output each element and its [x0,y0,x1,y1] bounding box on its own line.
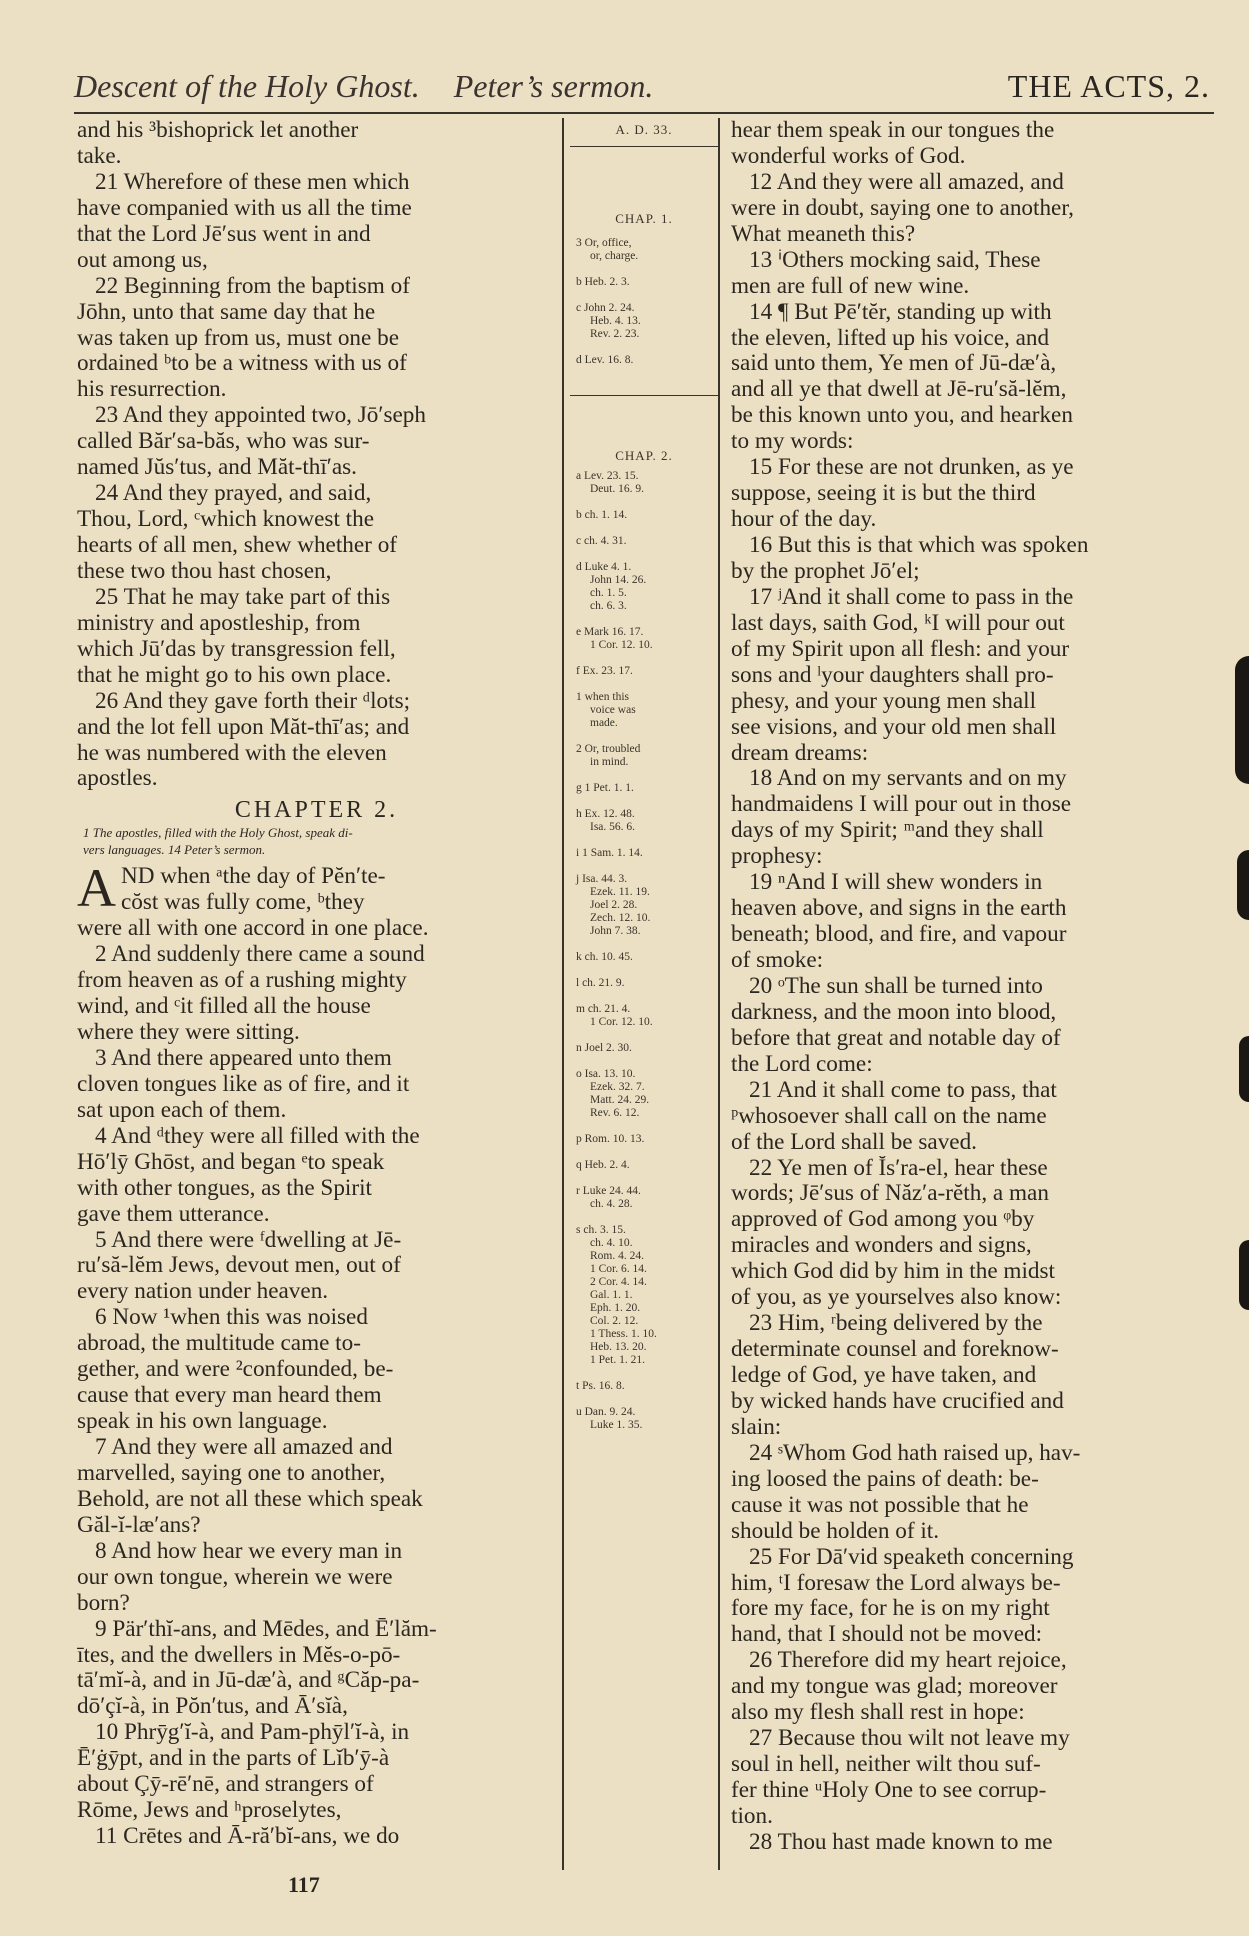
chapter-2-text [77,858,556,1850]
text-line: marvelled, saying one to another, [77,1460,386,1486]
chapter-summary-line: vers languages. 14 Peter’s sermon. [83,842,266,858]
text-line: ᵖwhosoever shall call on the name [731,1103,1047,1129]
margin-reference-line: ch. 1. 5. [590,587,627,599]
text-line: words; Jē′sus of Năz′a-rĕth, a man [731,1181,1049,1207]
margin-reference-line: 1 Pet. 1. 21. [590,1354,645,1366]
text-line: 15 For these are not drunken, as ye [749,455,1074,481]
margin-reference [570,535,718,548]
margin-reference [570,1224,718,1367]
margin-reference [570,1068,718,1120]
text-line: sat upon each of them. [77,1097,287,1123]
text-line: see visions, and your old men shall [731,714,1057,740]
text-line: 24 And they prayed, and said, [95,481,372,507]
margin-reference-line: Rev. 6. 12. [590,1107,640,1119]
margin-reference-line: 1 Cor. 12. 10. [590,639,653,651]
text-line: 23 Him, ʳbeing delivered by the [749,1311,1043,1337]
text-line: he was numbered with the eleven [77,740,387,766]
margin-reference-line: 2 Cor. 4. 14. [590,1276,647,1288]
text-line: Ē′ġȳpt, and in the parts of Lĭb′ȳ-à [77,1746,390,1772]
text-line: apostles. [77,766,158,792]
text-line: Hō′lȳ Ghōst, and began ᵉto speak [77,1149,385,1175]
margin-reference-line: Luke 1. 35. [590,1419,643,1431]
margin-reference-line: 1 when this [576,691,630,703]
margin-reference [570,743,718,769]
text-line: the Lord come: [731,1051,873,1077]
text-line: ru′să-lĕm Jews, devout men, out of [77,1253,401,1279]
text-line: 21 Wherefore of these men which [95,169,410,195]
chapter-summary [77,824,556,858]
text-line: handmaidens I will pour out in those [731,792,1072,818]
margin-reference-line: voice was [590,704,636,716]
text-line: last days, saith God, ᵏI will pour out [731,610,1065,636]
margin-year: A. D. 33. [615,122,673,137]
text-line: darkness, and the moon into blood, [731,999,1057,1025]
text-line: and his ³bishoprick let another [77,118,359,143]
drop-cap-rest: ND when ᵃthe day of Pĕn′te- [121,863,386,890]
text-line: hear them speak in our tongues the [731,118,1055,143]
text-line: days of my Spirit; ᵐand they shall [731,818,1044,844]
margin-reference [570,1406,718,1432]
margin-chap2-refs [570,470,718,1432]
column-rule-left [562,118,564,1870]
text-line: 20 ᵒThe sun shall be turned into [749,973,1043,999]
margin-reference-line: j Isa. 44. 3. [576,873,628,885]
margin-reference [570,691,718,730]
text-line: wind, and ᶜit filled all the house [77,994,371,1020]
text-line: also my flesh shall rest in hope: [731,1700,1025,1726]
text-line: which God did by him in the midst [731,1259,1055,1285]
margin-reference-line: ch. 4. 10. [590,1237,633,1249]
margin-reference-line: d Luke 4. 1. [576,561,632,573]
text-line: said unto them, Ye men of Jū-dæ′à, [731,351,1057,377]
margin-reference-line: in mind. [590,756,629,768]
text-line: out among us, [77,247,208,273]
margin-reference-line: e Mark 16. 17. [576,626,644,638]
text-line: 17 ʲAnd it shall come to pass in the [749,584,1074,610]
text-line: determinate counsel and foreknow- [731,1337,1059,1363]
margin-reference-line: Deut. 16. 9. [590,483,644,495]
text-line: beneath; blood, and fire, and vapour [731,922,1067,948]
text-line: 9 Pär′thĭ-ans, and Mēdes, and Ē′lăm- [95,1616,437,1642]
margin-reference [570,977,718,990]
text-line: gave them utterance. [77,1201,270,1227]
text-line: cause that every man heard them [77,1383,382,1409]
margin-reference-line: Rev. 2. 23. [590,328,640,340]
page-number: 117 [288,1872,320,1897]
margin-reference-line: Ezek. 11. 19. [590,886,650,898]
margin-reference-line: q Heb. 2. 4. [576,1159,630,1171]
text-line: 13 ⁱOthers mocking said, These [749,247,1041,273]
margin-reference-line: i 1 Sam. 1. 14. [576,847,643,859]
text-line: What meaneth this? [731,221,916,247]
margin-reference [570,509,718,522]
margin-reference-line: t Ps. 16. 8. [576,1380,625,1392]
text-line: tā′mĭ-à, and in Jū-dæ′à, and ᵍCăp-pa- [77,1668,420,1694]
text-line: hearts of all men, shew whether of [77,533,398,558]
text-line: were in doubt, saying one to another, [731,195,1074,221]
text-line: 14 ¶ But Pē′tĕr, standing up with [749,299,1052,325]
text-line: called Băr′sa-băs, who was sur- [77,429,370,455]
text-line: 5 And there were ᶠdwelling at Jē- [95,1227,402,1253]
margin-reference-line: c ch. 4. 31. [576,535,627,547]
text-line: heaven above, and signs in the earth [731,896,1067,922]
margin-reference [570,951,718,964]
margin-reference-line: m ch. 21. 4. [576,1003,631,1015]
text-line: miracles and wonders and signs, [731,1233,1032,1259]
text-line: hour of the day. [731,507,877,533]
text-line: should be holden of it. [731,1518,940,1544]
margin-chap1-label: CHAP. 1. [615,211,673,226]
text-line: 22 Beginning from the baptism of [95,273,410,299]
margin-reference-line: made. [590,717,618,729]
text-line: that the Lord Jē′sus went in and [77,221,371,247]
text-line: 27 Because thou wilt not leave my [749,1726,1070,1752]
margin-reference-line: Rom. 4. 24. [590,1250,644,1262]
text-line: cause it was not possible that he [731,1492,1029,1518]
margin-reference [570,665,718,678]
running-title-descent: Descent of the Holy Ghost. [74,68,420,104]
text-line: sons and ˡyour daughters shall pro- [731,662,1054,688]
text-line: be this known unto you, and hearken [731,403,1073,429]
text-line: 28 Thou hast made known to me [749,1829,1053,1855]
margin-reference [570,470,718,496]
chapter-summary-line: 1 The apostles, filled with the Holy Ghost, speak di- [83,825,353,841]
margin-reference-line: u Dan. 9. 24. [576,1406,636,1418]
margin-reference [570,1133,718,1146]
margin-reference [570,302,718,341]
margin-reference [570,847,718,860]
margin-reference-line: Isa. 56. 6. [590,821,636,833]
text-line: 19 ⁿAnd I will shew wonders in [749,870,1043,896]
margin-reference-line: Heb. 13. 20. [590,1341,647,1353]
margin-reference-line: a Lev. 23. 15. [576,470,639,482]
text-line: suppose, seeing it is but the third [731,481,1036,507]
margin-reference [570,1185,718,1211]
text-line: and my tongue was glad; moreover [731,1674,1058,1700]
margin-reference-line: Joel 2. 28. [590,899,638,911]
margin-reference-line: John 14. 26. [590,574,647,586]
margin-reference [570,561,718,613]
margin-reference [570,354,718,367]
text-line: tion. [731,1803,773,1829]
text-line: 25 That he may take part of this [95,584,391,610]
margin-reference [570,873,718,938]
text-line: 16 But this is that which was spoken [749,533,1089,558]
margin-reference-line: k ch. 10. 45. [576,951,633,963]
margin-reference-line: Zech. 12. 10. [590,912,651,924]
text-line: 7 And they were all amazed and [95,1435,393,1460]
text-line: 21 And it shall come to pass, that [749,1077,1057,1103]
margin-reference-line: ch. 4. 28. [590,1198,633,1210]
margin-reference-line: d Lev. 16. 8. [576,354,634,366]
drop-cap: A [77,858,116,919]
text-line: every nation under heaven. [77,1279,329,1305]
text-line: dream dreams: [731,740,869,766]
thumb-index-tab [1239,1240,1249,1310]
margin-reference-line: Eph. 1. 20. [590,1302,641,1314]
text-line: these two thou hast chosen, [77,558,332,584]
text-line: fer thine ᵘHoly One to see corrup- [731,1778,1047,1803]
text-line: ministry and apostleship, from [77,610,361,636]
thumb-index-tab [1239,1036,1249,1102]
text-line: born? [77,1590,130,1616]
margin-reference-line: 1 Cor. 6. 14. [590,1263,647,1275]
text-line: to my words: [731,429,854,455]
thumb-index-tab [1235,656,1249,784]
margin-reference [570,782,718,795]
text-line: his resurrection. [77,377,227,403]
text-line: 26 And they gave forth their ᵈlots; [95,688,411,714]
text-line: Thou, Lord, ᶜwhich knowest the [77,507,375,533]
text-line: have companied with us all the time [77,195,412,221]
text-line: dō′çĭ-à, in Pŏn′tus, and Ā′sĭà, [77,1694,348,1720]
text-line: hand, that I should not be moved: [731,1622,1043,1648]
text-line: 26 Therefore did my heart rejoice, [749,1648,1067,1674]
margin-reference-line: b Heb. 2. 3. [576,276,630,288]
margin-chap2-label: CHAP. 2. [615,448,673,463]
margin-reference-line: c John 2. 24. [576,302,635,314]
margin-reference-line: Gal. 1. 1. [590,1289,633,1301]
text-line: take. [77,143,122,169]
text-line: Găl-ĭ-læ′ans? [77,1512,201,1538]
margin-reference [570,1003,718,1029]
margin-reference [570,237,718,263]
text-line: Behold, are not all these which speak [77,1486,423,1512]
text-line: him, ᵗI foresaw the Lord always be- [731,1570,1061,1596]
margin-reference [570,276,718,289]
text-line: 8 And how hear we every man in [95,1538,403,1564]
margin-reference-line: f Ex. 23. 17. [576,665,633,677]
margin-reference-line: John 7. 38. [590,925,641,937]
text-line: where they were sitting. [77,1020,300,1045]
margin-chap1-refs [570,237,718,367]
text-line: ordained ᵇto be a witness with us of [77,351,407,377]
margin-reference-line: h Ex. 12. 48. [576,808,635,820]
text-line: speak in his own language. [77,1409,328,1435]
thumb-index-tab [1237,850,1249,920]
text-line: ledge of God, ye have taken, and [731,1363,1037,1388]
margin-rule [570,146,718,147]
text-line: was taken up from us, must one be [77,325,399,351]
text-line: named Jŭs′tus, and Măt-thī′as. [77,455,357,481]
text-line: phesy, and your young men shall [731,688,1037,714]
text-line: prophesy: [731,844,823,870]
text-line: Jōhn, unto that same day that he [77,299,376,325]
left-text-column [77,118,556,1850]
margin-reference-line: p Rom. 10. 13. [576,1133,645,1145]
margin-references [570,118,718,1445]
margin-reference-line: 3 Or, office, [576,237,632,249]
text-line: cŏst was fully come, ᵇthey [121,890,365,916]
text-line: 18 And on my servants and on my [749,766,1067,792]
text-line: with other tongues, as the Spirit [77,1175,372,1201]
text-line: soul in hell, neither wilt thou suf- [731,1752,1041,1778]
text-line: of my Spirit upon all flesh: and your [731,636,1070,662]
running-title-sermon: Peter’s sermon. [453,68,654,104]
text-line: 2 And suddenly there came a sound [95,942,425,968]
text-line: 22 Ye men of Ĭs′ra-el, hear these [749,1155,1048,1181]
text-line: abroad, the multitude came to- [77,1331,361,1357]
margin-reference-line: 2 Or, troubled [576,743,641,755]
text-line: were all with one accord in one place. [77,916,429,942]
margin-reference-line: g 1 Pet. 1. 1. [576,782,634,794]
margin-reference-line: Ezek. 32. 7. [590,1081,645,1093]
margin-reference-line: s ch. 3. 15. [576,1224,626,1236]
text-line: 11 Crētes and Ā-ră′bĭ-ans, we do [95,1824,400,1850]
chapter-1-text [77,118,556,792]
text-line: 4 And ᵈthey were all filled with the [95,1123,420,1149]
text-line: men are full of new wine. [731,273,970,299]
margin-reference-line: n Joel 2. 30. [576,1042,632,1054]
running-title-left [74,68,653,105]
page-header [74,62,1214,114]
text-line: and the lot fell upon Măt-thī′as; and [77,714,410,740]
text-line: of the Lord shall be saved. [731,1129,977,1155]
margin-reference-line: r Luke 24. 44. [576,1185,641,1197]
text-line: by the prophet Jō′el; [731,558,920,584]
text-line: Rōme, Jews and ʰproselytes, [77,1798,342,1824]
margin-reference-line: l ch. 21. 9. [576,977,625,989]
margin-reference-line: o Isa. 13. 10. [576,1068,636,1080]
text-line: 6 Now ¹when this was noised [95,1305,368,1331]
text-line: the eleven, lifted up his voice, and [731,325,1050,351]
text-line: 23 And they appointed two, Jō′seph [95,403,426,429]
margin-reference [570,1159,718,1172]
right-text-column [731,118,1213,1856]
text-line: by wicked hands have crucified and [731,1388,1064,1414]
margin-reference [570,1042,718,1055]
text-line: of you, as ye yourselves also know: [731,1285,1062,1311]
text-line: of smoke: [731,948,824,973]
running-title-book: THE ACTS, 2. [1007,68,1210,104]
text-line: ing loosed the pains of death: be- [731,1466,1039,1492]
chapter-heading: CHAPTER 2. [234,797,399,824]
margin-reference-line: Heb. 4. 13. [590,315,641,327]
text-line: 25 For Dā′vid speaketh concerning [749,1544,1074,1570]
text-line: slain: [731,1414,782,1440]
text-line: 24 ˢWhom God hath raised up, hav- [749,1440,1081,1466]
margin-reference-line: Col. 2. 12. [590,1315,639,1327]
margin-reference [570,1380,718,1393]
margin-reference-line: Matt. 24. 29. [590,1094,650,1106]
text-line: fore my face, for he is on my right [731,1596,1050,1622]
margin-reference-line: b ch. 1. 14. [576,509,628,521]
margin-reference-line: 1 Cor. 12. 10. [590,1016,653,1028]
text-line: before that great and notable day of [731,1025,1061,1051]
text-line: ītes, and the dwellers in Mĕs-o-pō- [77,1642,401,1668]
margin-reference-line: ch. 6. 3. [590,600,627,612]
margin-reference-line: or, charge. [590,250,639,262]
text-line: cloven tongues like as of fire, and it [77,1071,410,1097]
margin-reference [570,808,718,834]
text-line: wonderful works of God. [731,143,966,169]
text-line: from heaven as of a rushing mighty [77,968,407,994]
text-line: and all ye that dwell at Jē-ru′să-lĕm, [731,377,1067,403]
text-line: which Jū′das by transgression fell, [77,636,396,662]
text-line: that he might go to his own place. [77,662,392,688]
text-line: approved of God among you ᵠby [731,1207,1035,1233]
text-line: 12 And they were all amazed, and [749,169,1064,195]
column-rule-right [718,118,720,1870]
text-line: gether, and were ²confounded, be- [77,1357,394,1383]
text-line: our own tongue, wherein we were [77,1564,393,1590]
margin-reference [570,626,718,652]
text-line: 3 And there appeared unto them [95,1045,392,1071]
text-line: about Çȳ-rē′nē, and strangers of [77,1772,374,1798]
text-line: 10 Phrȳg′ĭ-à, and Pam-phȳl′ĭ-à, in [95,1720,410,1746]
margin-reference-line: 1 Thess. 1. 10. [590,1328,657,1340]
